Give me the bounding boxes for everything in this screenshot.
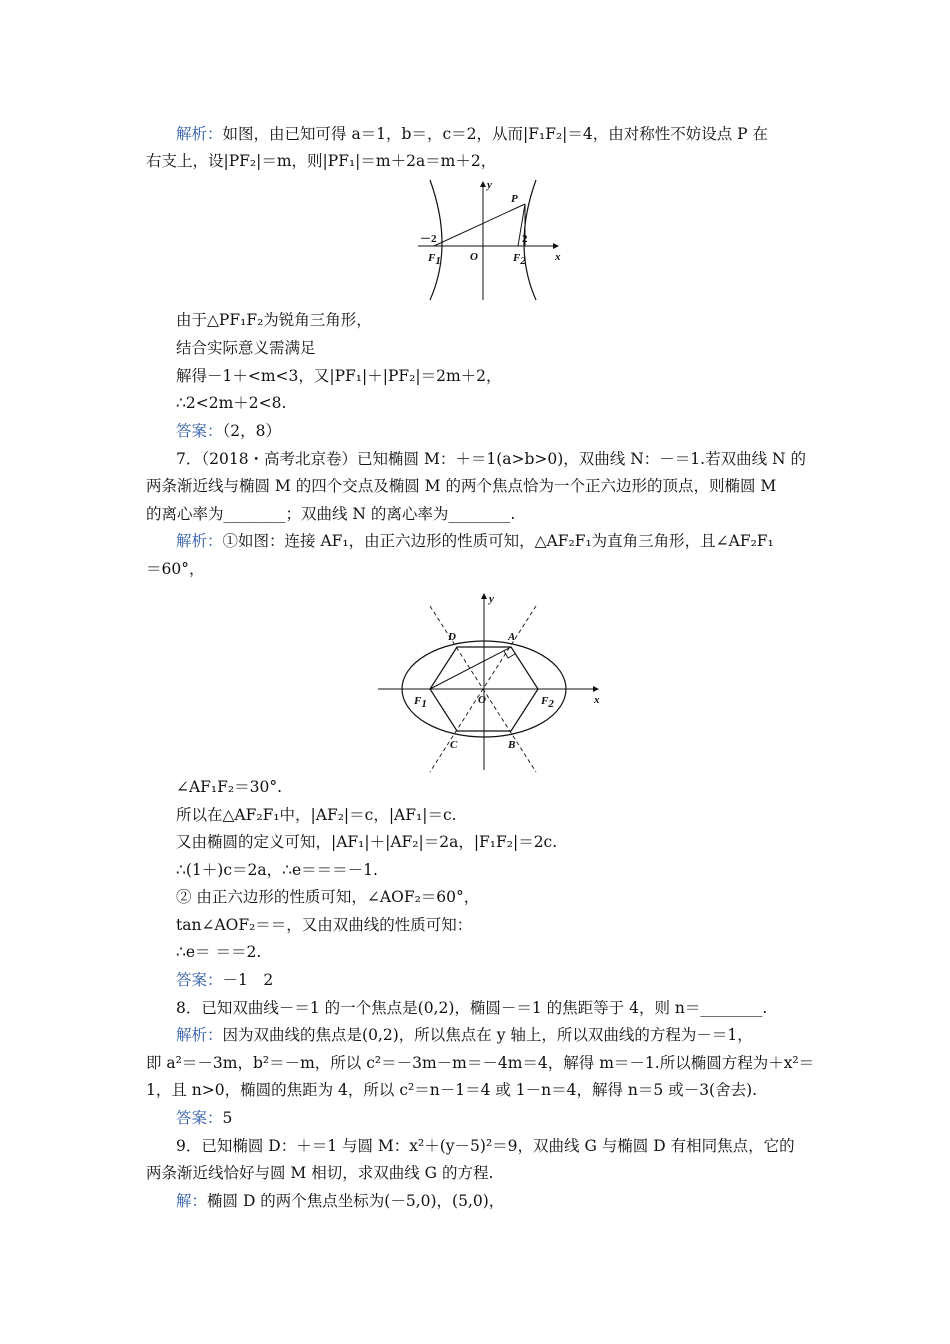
answer-label: 答案：	[176, 422, 223, 440]
text-line-12: ∴(1＋)c＝2a，∴e＝＝＝－1.	[176, 861, 378, 879]
p-label: P	[511, 193, 518, 205]
solution-label: 解：	[176, 1192, 208, 1210]
text-line-5: 解得－1＋<m<3，又|PF₁|＋|PF₂|＝2m＋2，	[176, 367, 502, 385]
text-line-9: ∠AF₁F₂＝30°.	[176, 778, 283, 796]
text-line-2: 右支上，设|PF₂|＝m，则|PF₁|＝m＋2a＝m＋2，	[146, 152, 497, 170]
text-line-13: ② 由正六边形的性质可知，∠AOF₂＝60°，	[176, 888, 480, 906]
f1-label: F1	[414, 695, 427, 710]
question-8-line-1: 8．已知双曲线－＝1 的一个焦点是(0,2)，椭圆－＝1 的焦距等于 4，则 n＝________.	[176, 999, 768, 1017]
f2-label: F2	[541, 695, 554, 710]
solution-label: 解析：	[176, 125, 223, 143]
answer-line-2: 答案：－1 2	[176, 971, 274, 989]
c-label: C	[450, 739, 458, 751]
question-7-line-2: 两条渐近线与椭圆 M 的四个交点及椭圆 M 的两个焦点恰为一个正六边形的顶点，则椭圆 M	[146, 477, 777, 495]
two-label: 2	[522, 233, 528, 245]
o-label: O	[478, 694, 486, 706]
f2-label: F2	[513, 252, 526, 267]
text-line-8: ＝60°，	[146, 560, 205, 578]
text-line-10: 所以在△AF₂F₁中，|AF₂|＝c，|AF₁|＝c.	[176, 806, 457, 824]
y-label: y	[487, 179, 492, 191]
right-angle-mark	[504, 651, 515, 658]
question-7-line-1: 7．（2018・高考北京卷）已知椭圆 M：＋＝1(a>b>0)，双曲线 N：－＝1.若双曲线 N 的	[176, 450, 807, 468]
segment-pf1	[434, 204, 525, 246]
segment-af1	[430, 647, 511, 689]
answer-label: 答案：	[176, 1109, 223, 1127]
question-9-line-1: 9．已知椭圆 D：＋＝1 与圆 M：x²＋(y－5)²＝9，双曲线 G 与椭圆 D 有相同焦点，它的	[176, 1137, 795, 1155]
f1-label: F1	[428, 252, 441, 267]
solution-line-9: 解：椭圆 D 的两个焦点坐标为(－5,0)，(5,0)，	[176, 1192, 505, 1210]
solution-line-8: 解析：因为双曲线的焦点是(0,2)，所以焦点在 y 轴上，所以双曲线的方程为－＝1，	[176, 1026, 753, 1044]
x-label: x	[594, 694, 600, 706]
answer-line-3: 答案：5	[176, 1109, 233, 1127]
solution-line-7: 解析：①如图：连接 AF₁，由正六边形的性质可知，△AF₂F₁为直角三角形，且∠AF₂F₁	[176, 532, 774, 550]
solution-label: 解析：	[176, 1026, 223, 1044]
y-label: y	[489, 593, 494, 605]
text-line-3: 由于△PF₁F₂为锐角三角形，	[176, 311, 372, 329]
neg2-label: －2	[420, 233, 437, 245]
text-line-11: 又由椭圆的定义可知，|AF₁|＋|AF₂|＝2a，|F₁F₂|＝2c.	[176, 833, 558, 851]
text-line-4: 结合实际意义需满足	[176, 339, 316, 357]
b-label: B	[508, 739, 516, 751]
solution-line-1: 解析：如图，由已知可得 a＝1，b＝，c＝2，从而|F₁F₂|＝4，由对称性不妨设点 P 在	[176, 125, 769, 143]
question-9-line-2: 两条渐近线恰好与圆 M 相切，求双曲线 G 的方程.	[146, 1164, 494, 1182]
ellipse-hexagon-figure	[374, 588, 606, 774]
o-label: O	[470, 251, 478, 263]
text-line-16: 即 a²＝－3m，b²＝－m，所以 c²＝－3m－m＝－4m＝4，解得 m＝－1.所以椭圆方程为＋x²＝	[146, 1054, 815, 1072]
text-line-14: tan∠AOF₂＝＝，又由双曲线的性质可知：	[176, 916, 473, 934]
solution-label: 解析：	[176, 532, 223, 550]
hyperbola-figure	[418, 176, 568, 304]
text-line-17: 1，且 n>0，椭圆的焦距为 4，所以 c²＝n－1＝4 或 1－n＝4，解得 n＝5 或－3(舍去).	[146, 1081, 758, 1099]
d-label: D	[448, 631, 456, 643]
answer-label: 答案：	[176, 971, 223, 989]
text-line-15: ∴e＝ ＝＝2.	[176, 943, 262, 961]
answer-line-1: 答案：（2，8）	[176, 422, 281, 440]
a-label: A	[508, 631, 516, 643]
x-label: x	[555, 251, 561, 263]
text-line-6: ∴2<2m＋2<8.	[176, 394, 287, 412]
question-7-line-3: 的离心率为________；双曲线 N 的离心率为________.	[146, 505, 516, 523]
